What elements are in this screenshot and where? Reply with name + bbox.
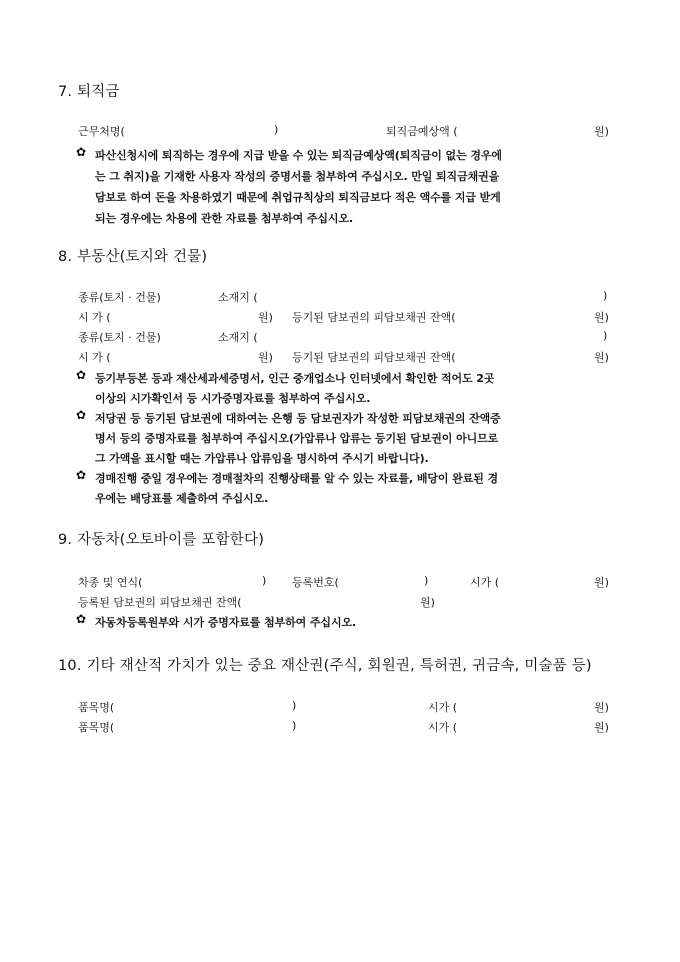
note-mark-icon: ✿ <box>76 468 87 482</box>
vehicle-value-won: 원) <box>594 576 609 589</box>
item-value-won: 원) <box>594 701 609 714</box>
item-value-label: 시가 ( <box>428 701 458 714</box>
employer-close: ) <box>274 123 279 136</box>
s8-note-line: 이상의 시가확인서 등 시가증명자료를 첨부하여 주십시오. <box>95 392 371 405</box>
item-name-label: 품목명( <box>78 701 115 714</box>
employer-label: 근무처명( <box>78 125 125 138</box>
property-value-label: 시 가 ( <box>78 351 111 364</box>
s8-note-line: 그 가액을 표시할 때는 가압류나 압류임을 명시하여 주시기 바랍니다). <box>95 452 429 465</box>
vehicle-secured-balance-label: 등록된 담보권의 피담보채권 잔액( <box>78 596 242 609</box>
s8-note-line: 명서 등의 증명자료를 첨부하여 주십시오(가압류나 압류는 등기된 담보권이 아니므로 <box>95 432 499 445</box>
severance-won: 원) <box>594 125 609 138</box>
property-location-label: 소재지 ( <box>218 331 258 344</box>
note-mark-icon: ✿ <box>76 612 87 626</box>
secured-balance-label: 등기된 담보권의 피담보채권 잔액( <box>292 351 456 364</box>
section-9-title: 9. 자동차(오토바이를 포함한다) <box>58 532 265 548</box>
note-mark-icon: ✿ <box>76 368 87 382</box>
property-kind: 종류(토지 · 건물) <box>78 331 161 344</box>
s7-note-line: 되는 경우에는 차용에 관한 자료를 첨부하여 주십시오. <box>95 212 354 225</box>
vehicle-value-label: 시가 ( <box>470 576 500 589</box>
item-name-close: ) <box>292 699 297 712</box>
section-8-title: 8. 부동산(토지와 건물) <box>58 249 208 265</box>
s9-note-line: 자동차등록원부와 시가 증명자료를 첨부하여 주십시오. <box>95 616 357 629</box>
property-kind: 종류(토지 · 건물) <box>78 291 161 304</box>
s7-note-line: 담보로 하여 돈을 차용하였기 때문에 취업규칙상의 퇴직금보다 적은 액수를 지급 받게 <box>95 191 501 204</box>
s7-note-line: 파산신청시에 퇴직하는 경우에 지급 받을 수 있는 퇴직금예상액(퇴직금이 없는 경우에 <box>95 149 502 162</box>
secured-balance-won: 원) <box>594 311 609 324</box>
s7-note-line: 는 그 취지)을 기재한 사용자 작성의 증명서를 첨부하여 주십시오. 만일 퇴직금채권을 <box>95 170 500 183</box>
item-value-won: 원) <box>594 721 609 734</box>
secured-balance-label: 등기된 담보권의 피담보채권 잔액( <box>292 311 456 324</box>
property-value-label: 시 가 ( <box>78 311 111 324</box>
s8-note-line: 우에는 배당표를 제출하여 주십시오. <box>95 492 269 505</box>
s8-note-line: 저당권 등 등기된 담보권에 대하여는 은행 등 담보권자가 작성한 피담보채권의 잔액증 <box>95 412 501 425</box>
s8-note-line: 경매진행 중일 경우에는 경매절차의 진행상태를 알 수 있는 자료를, 배당이 완료된 경 <box>95 472 498 485</box>
section-7-title: 7. 퇴직금 <box>58 84 120 100</box>
property-location-label: 소재지 ( <box>218 291 258 304</box>
severance-label: 퇴직금예상액 ( <box>386 125 458 138</box>
property-location-close: ) <box>603 329 608 342</box>
registration-number-label: 등록번호( <box>292 576 339 589</box>
s8-note-line: 등기부등본 등과 재산세과세증명서, 인근 중개업소나 인터넷에서 확인한 적어도 2곳 <box>95 372 495 385</box>
property-location-close: ) <box>603 289 608 302</box>
property-value-won: 원) <box>258 311 273 324</box>
vehicle-model-close: ) <box>262 574 267 587</box>
secured-balance-won: 원) <box>594 351 609 364</box>
note-mark-icon: ✿ <box>76 408 87 422</box>
registration-number-close: ) <box>424 574 429 587</box>
property-value-won: 원) <box>258 351 273 364</box>
vehicle-model-label: 차종 및 연식( <box>78 576 143 589</box>
item-name-label: 품목명( <box>78 721 115 734</box>
vehicle-secured-balance-won: 원) <box>420 596 435 609</box>
section-10-title: 10. 기타 재산적 가치가 있는 중요 재산권(주식, 회원권, 특허권, 귀금속, 미술품 등) <box>58 658 592 674</box>
item-value-label: 시가 ( <box>428 721 458 734</box>
note-mark-icon: ✿ <box>76 145 87 159</box>
item-name-close: ) <box>292 719 297 732</box>
